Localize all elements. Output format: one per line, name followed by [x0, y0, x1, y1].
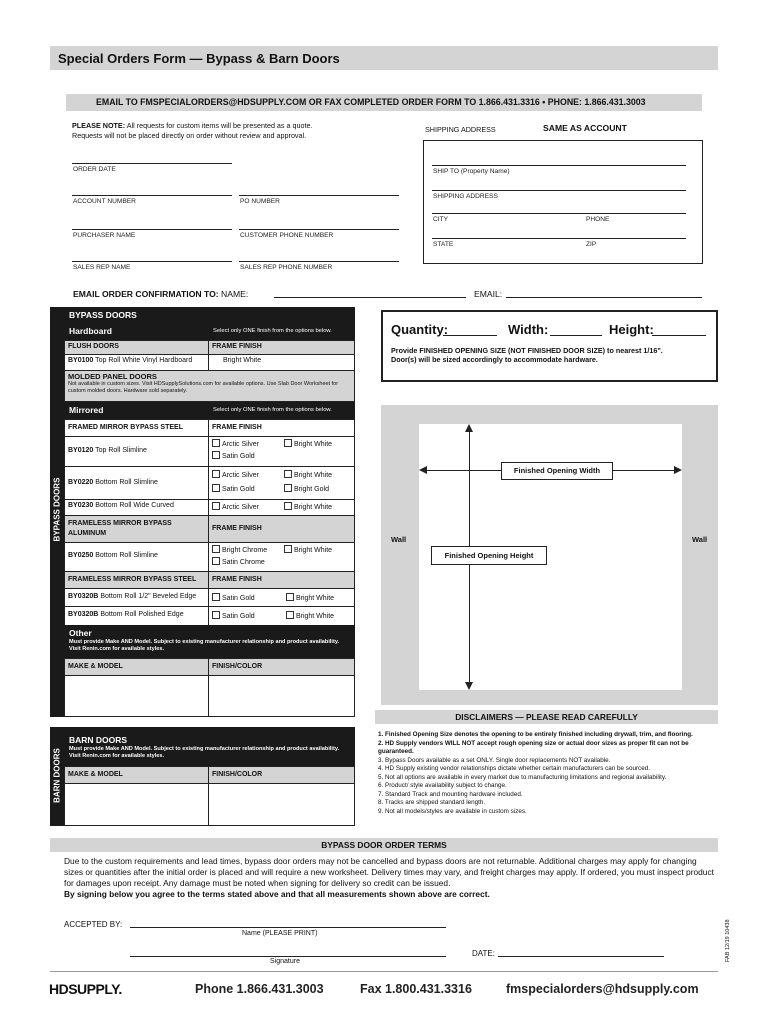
- frame-finish-header-2: FRAME FINISH: [208, 419, 355, 437]
- framed-mirror-header: FRAMED MIRROR BYPASS STEEL: [64, 419, 209, 437]
- by0320b-beveled-finish: Satin Gold Bright White: [208, 588, 355, 607]
- accepted-by-label: ACCEPTED BY:: [64, 920, 123, 929]
- satin-gold-checkbox[interactable]: [212, 593, 220, 601]
- email-conf-email-label: EMAIL:: [474, 289, 503, 299]
- by0220-finish: Arctic Silver Bright White Satin Gold Bright Gold: [208, 466, 355, 500]
- quantity-label: Quantity:: [391, 322, 449, 337]
- shipping-address-label: SHIPPING ADDRESS: [425, 125, 496, 134]
- bypass-side-label: BYPASS DOORS: [52, 477, 62, 542]
- height-arrow-top-head: [465, 424, 473, 432]
- barn-make-model-input[interactable]: [64, 783, 209, 826]
- barn-make-model-header: MAKE & MODEL: [64, 766, 209, 784]
- footer-phone: Phone 1.866.431.3003: [195, 982, 324, 996]
- bright-white-checkbox[interactable]: [286, 611, 294, 619]
- phone-label: PHONE: [586, 216, 610, 223]
- purchaser-name-label: PURCHASER NAME: [73, 232, 136, 239]
- email-bar-text: EMAIL TO FMSPECIALORDERS@HDSUPPLY.COM OR FAX COMPLETED ORDER FORM TO 1.866.431.3316 • PHONE: 1.866.431.3003: [96, 97, 646, 107]
- bright-white-checkbox[interactable]: [284, 545, 292, 553]
- ship-to-label: SHIP TO (Property Name): [433, 168, 510, 175]
- finish-color-input[interactable]: [208, 675, 355, 717]
- width-arrow-left-head: [419, 466, 427, 474]
- bright-gold-checkbox[interactable]: [284, 484, 292, 492]
- bypass-header: BYPASS DOORS: [64, 307, 355, 340]
- frameless-aluminum-header: FRAMELESS MIRROR BYPASS ALUMINUM: [64, 515, 209, 543]
- date-label: DATE:: [472, 949, 495, 958]
- bright-white-checkbox[interactable]: [284, 470, 292, 478]
- measure-note-1: Provide FINISHED OPENING SIZE (NOT FINISHED DOOR SIZE) to nearest 1/16".: [391, 346, 663, 355]
- floor: [419, 690, 682, 705]
- wall-left-label: Wall: [391, 535, 407, 544]
- frame-finish-header-3: FRAME FINISH: [208, 515, 355, 543]
- arctic-silver-checkbox[interactable]: [212, 439, 220, 447]
- terms-body: Due to the custom requirements and lead times, bypass door orders may not be cancelled and bypass doors are not returnable. Additional charges may apply for changing sizes or quantities after the initial order is placed and will require a new worksheet. Delivery times may vary, and freight charges may apply. If ordered, you must inspect product for damages upon receipt. Any damage must be noted when signing for delivery so credit can be issued. By signing below you agree to the terms stated above and that all measurements shown above are correct.: [64, 856, 714, 899]
- by0250-finish: Bright Chrome Bright White Satin Chrome: [208, 542, 355, 572]
- frameless-steel-header: FRAMELESS MIRROR BYPASS STEEL: [64, 571, 209, 589]
- footer-fax: Fax 1.800.431.3316: [360, 982, 472, 996]
- by0220-row: BY0220 Bottom Roll Slimline: [64, 466, 209, 500]
- city-label: CITY: [433, 216, 449, 223]
- barn-finish-color-input[interactable]: [208, 783, 355, 826]
- by0230-row: BY0230 Bottom Roll Wide Curved: [64, 499, 209, 516]
- bright-white-checkbox[interactable]: [286, 593, 294, 601]
- header-top: [419, 405, 682, 424]
- hdsupply-logo: HDSUPPLY.: [49, 981, 122, 997]
- by0230-finish: Arctic Silver Bright White: [208, 499, 355, 516]
- po-number-label: PO NUMBER: [240, 198, 280, 205]
- customer-phone-label: CUSTOMER PHONE NUMBER: [240, 232, 334, 239]
- satin-chrome-checkbox[interactable]: [212, 557, 220, 565]
- make-model-input[interactable]: [64, 675, 209, 717]
- satin-gold-checkbox[interactable]: [212, 451, 220, 459]
- finish-color-header: FINISH/COLOR: [208, 658, 355, 676]
- door-diagram: [381, 405, 718, 705]
- state-label: STATE: [433, 241, 454, 248]
- opening-width-label: Finished Opening Width: [501, 462, 613, 480]
- wall-left: [381, 405, 419, 705]
- footer-email[interactable]: fmspecialorders@hdsupply.com: [506, 982, 699, 996]
- by0320b-beveled-row: BY0320B Bottom Roll 1/2" Beveled Edge: [64, 588, 209, 607]
- barn-finish-color-header: FINISH/COLOR: [208, 766, 355, 784]
- flush-doors-header: FLUSH DOORS: [64, 340, 209, 355]
- molded-panel-row: MOLDED PANEL DOORS Not available in custom sizes. Visit HDSupplySolutions.com for available options. Use Slab Door Worksheet for custom molded doors. Hardware sold separately.: [64, 370, 355, 402]
- by0120-row: BY0120 Top Roll Slimline: [64, 436, 209, 467]
- barn-side-label: BARN DOORS: [52, 748, 62, 803]
- bright-white-checkbox[interactable]: [284, 439, 292, 447]
- email-confirmation: EMAIL ORDER CONFIRMATION TO: NAME:: [73, 289, 249, 299]
- height-arrow-bottom-head: [465, 682, 473, 690]
- by0250-row: BY0250 Bottom Roll Slimline: [64, 542, 209, 572]
- terms-title: BYPASS DOOR ORDER TERMS: [321, 840, 447, 850]
- shipping-box: [423, 140, 703, 264]
- zip-label: ZIP: [586, 241, 597, 248]
- frame-finish-header-1: FRAME FINISH: [208, 340, 355, 355]
- wall-right: [682, 405, 718, 705]
- by0120-finish: Arctic Silver Bright White Satin Gold: [208, 436, 355, 467]
- measure-note-2: Door(s) will be sized accordingly to accommodate hardware.: [391, 355, 598, 364]
- by0320b-polished-finish: Satin Gold Bright White: [208, 606, 355, 626]
- satin-gold-checkbox[interactable]: [212, 611, 220, 619]
- note: PLEASE NOTE: All requests for custom items will be presented as a quote. Requests will not be placed directly on order without review and approval.: [72, 121, 313, 140]
- bright-chrome-checkbox[interactable]: [212, 545, 220, 553]
- sales-rep-name-label: SALES REP NAME: [73, 264, 131, 271]
- same-as-account[interactable]: SAME AS ACCOUNT: [543, 123, 627, 133]
- sales-rep-phone-label: SALES REP PHONE NUMBER: [240, 264, 333, 271]
- arctic-silver-checkbox[interactable]: [212, 470, 220, 478]
- arctic-silver-checkbox[interactable]: [212, 502, 220, 510]
- signature-label: Signature: [270, 958, 300, 965]
- by0100-finish: Bright White: [208, 354, 355, 371]
- barn-header: BARN DOORS Must provide Make AND Model. Subject to existing manufacturer relationship and product availability. Visit Renin.com for available styles.: [64, 727, 355, 767]
- width-arrow-right-head: [674, 466, 682, 474]
- disclaimers-list: 1. Finished Opening Size denotes the opening to be entirely finished including drywall, trim, and flooring. 2. HD Supply vendors WILL NOT accept rough opening size or actual door sizes as proper fit can not be guaranteed. 3. Bypass Doors available as a set ONLY. Single door replacements NOT available. 4. HD Supply existing vendor relationships dictate whether certain manufacturers can be sourced. 5. Not all options are available in every market due to manufacturing limitations and regional availability. 6. Product/ style availability subject to change. 7. Standard Track and mounting hardware included. 8. Tracks are shipped standard length. 9. Not all models/styles are available in custom sizes.: [378, 731, 693, 815]
- account-number-label: ACCOUNT NUMBER: [73, 198, 136, 205]
- other-header: Other Must provide Make AND Model. Subject to existing manufacturer relationship and product availability. Visit Renin.com for available styles.: [64, 625, 355, 659]
- hardboard-select-note: Select only ONE finish from the options below.: [213, 328, 332, 334]
- width-label: Width:: [508, 322, 549, 337]
- opening-height-label: Finished Opening Height: [431, 546, 547, 565]
- mirrored-select-note: Select only ONE finish from the options below.: [213, 407, 332, 413]
- shipping-address-field-label: SHIPPING ADDRESS: [433, 193, 498, 200]
- side-code: FAB 12/19 10438: [725, 919, 731, 962]
- mirrored-header: Mirrored: [64, 402, 355, 419]
- by0320b-polished-row: BY0320B Bottom Roll Polished Edge: [64, 606, 209, 626]
- disclaimers-title: DISCLAIMERS — PLEASE READ CAREFULLY: [455, 712, 638, 722]
- frame-finish-header-4: FRAME FINISH: [208, 571, 355, 589]
- hardboard-label: Hardboard: [69, 326, 112, 336]
- wall-right-label: Wall: [692, 535, 708, 544]
- order-date-label: ORDER DATE: [73, 166, 116, 173]
- height-label: Height:: [609, 322, 654, 337]
- bright-white-checkbox[interactable]: [284, 502, 292, 510]
- page-title: Special Orders Form — Bypass & Barn Doors: [58, 51, 340, 66]
- by0100-row: BY0100 Top Roll White Vinyl Hardboard: [64, 354, 209, 371]
- make-model-header: MAKE & MODEL: [64, 658, 209, 676]
- satin-gold-checkbox[interactable]: [212, 484, 220, 492]
- name-print-label: Name (PLEASE PRINT): [242, 930, 318, 937]
